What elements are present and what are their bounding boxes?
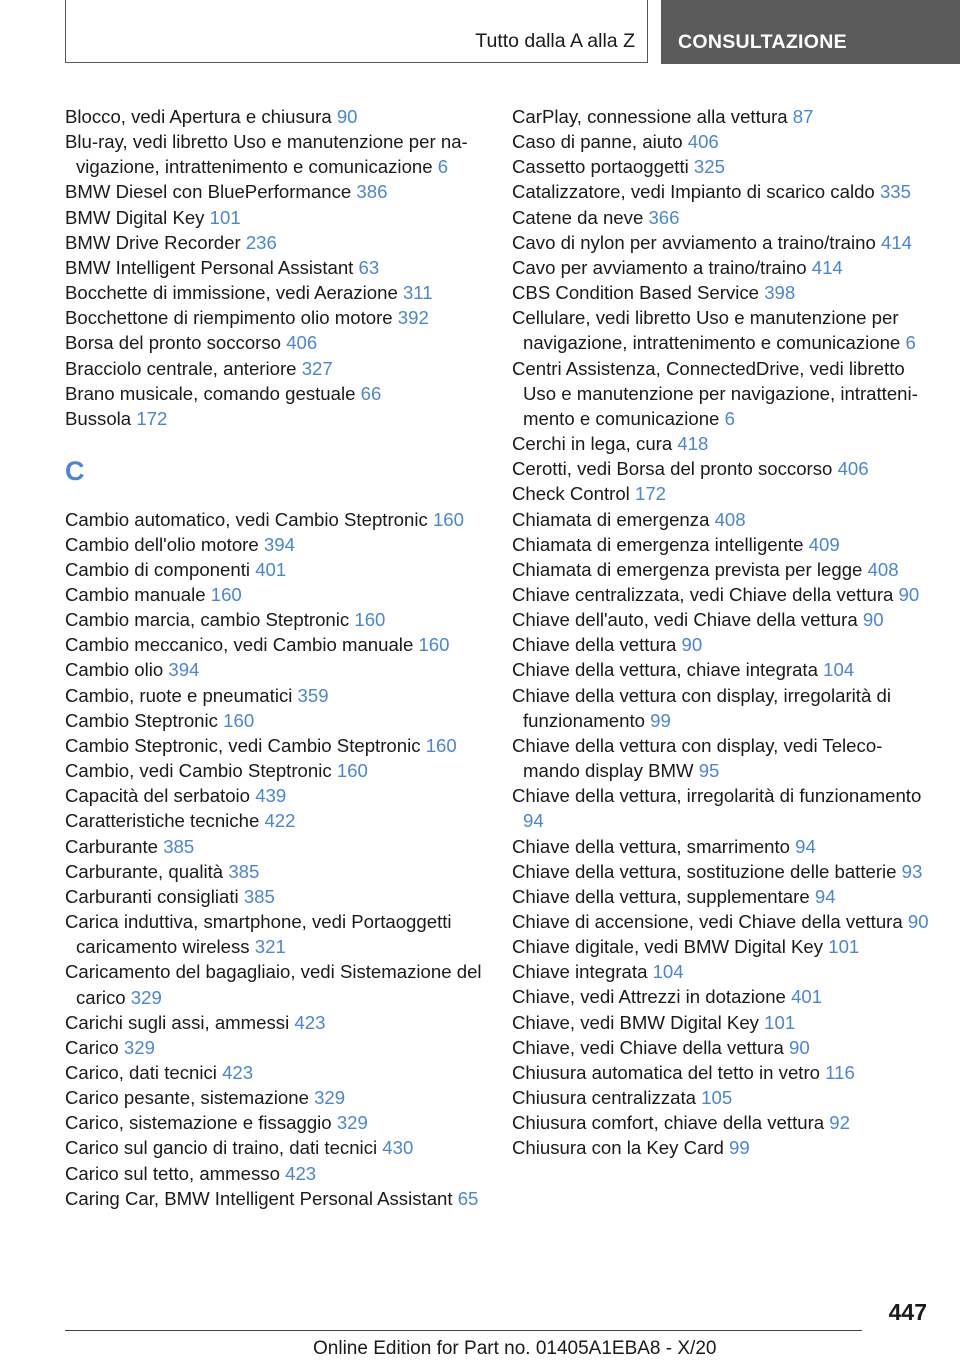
- index-entry-text: Chiave centralizzata, vedi Chiave della vettura: [512, 583, 894, 605]
- page-reference-link[interactable]: 385: [163, 835, 195, 857]
- index-entry-text: Caricamento del bagagliaio, vedi Sistemazione del carico: [65, 961, 482, 1008]
- index-entry: [65, 356, 485, 381]
- page-reference-link[interactable]: 406: [837, 458, 869, 480]
- index-entry: [65, 305, 485, 330]
- index-entry: [65, 1135, 485, 1160]
- index-entry-text: Bocchette di immissione, vedi Aerazione: [65, 282, 398, 304]
- index-entry-text: Cambio di componenti: [65, 558, 251, 580]
- index-entry: [512, 507, 932, 532]
- index-entry-text: Chiusura comfort, chiave della vettura: [512, 1112, 825, 1134]
- index-entry-text: Carburanti consigliati: [65, 885, 239, 907]
- page-reference-link[interactable]: 101: [209, 206, 241, 228]
- index-entry-text: Carica induttiva, smartphone, vedi Portaoggetti caricamento wireless: [65, 911, 452, 958]
- index-entry-text: Chiave di accensione, vedi Chiave della vettura: [512, 911, 903, 932]
- index-entry-text: Cambio, ruote e pneumatici: [65, 684, 293, 706]
- index-entry-text: Chiave dell'auto, vedi Chiave della vettura: [512, 609, 858, 631]
- index-entry: [65, 1010, 485, 1035]
- page-reference-link[interactable]: 172: [136, 407, 168, 429]
- index-entry: [512, 884, 932, 909]
- index-entry: [512, 1060, 932, 1085]
- index-entry: [65, 104, 485, 129]
- index-entry: [65, 1186, 485, 1211]
- page-reference-link[interactable]: 430: [382, 1137, 414, 1159]
- page-reference-link[interactable]: 6: [437, 156, 449, 178]
- page-reference-link[interactable]: 87: [792, 106, 814, 127]
- page-header: [65, 0, 960, 64]
- index-entry-text: Blocco, vedi Apertura e chiusura: [65, 106, 332, 127]
- index-entry-text: Chiave della vettura con display, vedi Telecomando display BMW: [512, 734, 883, 782]
- page-reference-link[interactable]: 394: [168, 659, 200, 681]
- index-entry: [512, 783, 932, 833]
- index-entry-text: Chiave della vettura, sostituzione delle batterie: [512, 860, 897, 882]
- index-entry-text: Chiusura centralizzata: [512, 1087, 696, 1109]
- index-entry-text: Bocchettone di riempimento olio motore: [65, 307, 393, 329]
- index-entry: [512, 481, 932, 506]
- page-reference-link[interactable]: 65: [457, 1187, 479, 1209]
- index-entry: [65, 406, 485, 431]
- index-entry: [512, 154, 932, 179]
- page-reference-link[interactable]: 414: [881, 231, 913, 253]
- index-entry-text: Carburante: [65, 835, 159, 857]
- index-entry-text: Chiave, vedi BMW Digital Key: [512, 1011, 759, 1033]
- index-entry-text: Blu-ray, vedi libretto Uso e manutenzione per navigazione, intrattenimento e comunicazione: [65, 131, 468, 178]
- index-entry: [65, 230, 485, 255]
- page-reference-link[interactable]: 104: [823, 659, 855, 681]
- index-entry-text: Carburante, qualità: [65, 860, 224, 882]
- page-reference-link[interactable]: 311: [402, 282, 433, 304]
- page-reference-link[interactable]: 423: [222, 1061, 254, 1083]
- index-entry-text: Carico sul tetto, ammesso: [65, 1162, 280, 1184]
- index-entry-text: Chiave della vettura: [512, 634, 677, 656]
- index-entry-text: Carico: [65, 1036, 119, 1058]
- index-entry: [65, 783, 485, 808]
- index-entry: [65, 179, 485, 204]
- index-entry: [65, 532, 485, 557]
- index-entry-text: Cassetto portaoggetti: [512, 156, 689, 178]
- index-entry-text: Cerchi in lega, cura: [512, 433, 673, 455]
- index-entry: [65, 280, 485, 305]
- index-entry: [65, 1060, 485, 1085]
- footer-divider: [65, 1330, 862, 1331]
- index-entry-text: Borsa del pronto soccorso: [65, 332, 282, 354]
- index-entry: [65, 1110, 485, 1135]
- index-entry: [512, 1035, 932, 1060]
- index-entry: [512, 1110, 932, 1135]
- page-reference-link[interactable]: 90: [336, 106, 358, 127]
- index-entry-text: CarPlay, connessione alla vettura: [512, 106, 788, 127]
- index-entry: [65, 657, 485, 682]
- chapter-tab: [661, 0, 960, 64]
- index-entry: [65, 909, 485, 959]
- index-entry-text: Cavo per avviamento a traino/traino: [512, 256, 807, 278]
- index-entry: [65, 1161, 485, 1186]
- chapter-label: CONSULTAZIONE: [678, 31, 847, 53]
- index-entry-text: Cambio dell'olio motore: [65, 533, 259, 555]
- index-entry: [65, 859, 485, 884]
- index-entry: [65, 381, 485, 406]
- page-reference-link[interactable]: 66: [360, 382, 382, 404]
- index-entry: [512, 104, 932, 129]
- index-entry: [512, 834, 932, 859]
- index-entry-text: Catene da neve: [512, 206, 644, 228]
- index-entry-text: Cambio automatico, vedi Cambio Steptronic: [65, 508, 428, 530]
- page-reference-link[interactable]: 401: [255, 558, 287, 580]
- section-letter: C: [65, 456, 85, 487]
- page-reference-link[interactable]: 104: [652, 961, 684, 983]
- index-entry-text: Chiave, vedi Chiave della vettura: [512, 1036, 784, 1058]
- page-reference-link[interactable]: 99: [729, 1137, 750, 1159]
- index-entry: [512, 859, 932, 884]
- page-reference-link[interactable]: 90: [862, 609, 884, 631]
- page-reference-link[interactable]: 321: [254, 936, 286, 958]
- page-reference-link[interactable]: 105: [701, 1087, 733, 1109]
- index-entry: [512, 129, 932, 154]
- index-entry: [65, 758, 485, 783]
- page-reference-link[interactable]: 394: [263, 533, 295, 555]
- index-entry: [512, 959, 932, 984]
- index-entry-text: Caring Car, BMW Intelligent Personal Assistant: [65, 1187, 453, 1209]
- page-reference-link[interactable]: 90: [907, 911, 929, 932]
- index-entry: [512, 456, 932, 481]
- index-entry-text: BMW Intelligent Personal Assistant: [65, 256, 354, 278]
- page-reference-link[interactable]: 406: [286, 332, 318, 354]
- index-entry-text: Chiave della vettura, chiave integrata: [512, 659, 818, 681]
- index-entry-text: BMW Digital Key: [65, 206, 205, 228]
- index-entry: [65, 1085, 485, 1110]
- index-entry-text: BMW Drive Recorder: [65, 231, 241, 253]
- index-entry-text: Cambio Steptronic, vedi Cambio Steptronic: [65, 734, 421, 756]
- index-entry-text: Chiave integrata: [512, 961, 648, 983]
- page-reference-link[interactable]: 422: [264, 810, 296, 832]
- index-entry: [65, 255, 485, 280]
- page-reference-link[interactable]: 392: [397, 307, 429, 329]
- index-entry: [65, 632, 485, 657]
- index-entry: [512, 205, 932, 230]
- index-entry: [512, 582, 932, 607]
- index-entry: [65, 959, 485, 1009]
- index-entry: [65, 683, 485, 708]
- index-entry-text: Chiave della vettura, smarrimento: [512, 835, 790, 857]
- page-reference-link[interactable]: 94: [814, 885, 836, 907]
- index-entry-text: Chiamata di emergenza prevista per legge: [512, 558, 863, 580]
- page-reference-link[interactable]: 160: [223, 709, 255, 731]
- index-entry: [512, 1085, 932, 1110]
- page-reference-link[interactable]: 423: [294, 1011, 326, 1033]
- index-entry-text: Cavo di nylon per avviamento a traino/traino: [512, 231, 876, 253]
- page-reference-link[interactable]: 406: [687, 131, 719, 153]
- index-entry-text: Carico sul gancio di traino, dati tecnici: [65, 1137, 378, 1159]
- index-entry: [65, 708, 485, 733]
- page-reference-link[interactable]: 95: [698, 760, 720, 782]
- page-reference-link[interactable]: 418: [677, 433, 709, 455]
- page-reference-link[interactable]: 327: [301, 357, 333, 379]
- index-entry-text: Centri Assistenza, ConnectedDrive, vedi libretto Uso e manutenzione per navigazione, intrattenimento e comunicazione: [512, 357, 918, 429]
- footer-edition: Online Edition for Part no. 01405A1EBA8 - X/20: [313, 1338, 717, 1359]
- index-entry-text: Chiave della vettura, irregolarità di funzionamento: [512, 785, 922, 807]
- page-reference-link[interactable]: 90: [681, 634, 703, 656]
- index-entry-text: Cambio olio: [65, 659, 164, 681]
- page-reference-link[interactable]: 329: [336, 1112, 368, 1134]
- page-reference-link[interactable]: 160: [336, 760, 368, 782]
- index-entry-text: Bracciolo centrale, anteriore: [65, 357, 297, 379]
- index-entry: [512, 255, 932, 280]
- index-entry-text: Carichi sugli assi, ammessi: [65, 1011, 290, 1033]
- index-entry-text: Chiusura automatica del tetto in vetro: [512, 1061, 820, 1083]
- index-entry: [512, 1135, 932, 1160]
- page-reference-link[interactable]: 101: [828, 936, 860, 958]
- page-reference-link[interactable]: 385: [228, 860, 260, 882]
- index-entry: [512, 305, 932, 355]
- page-reference-link[interactable]: 366: [648, 206, 680, 228]
- index-entry: [512, 557, 932, 582]
- page-number: 447: [888, 1299, 927, 1325]
- page-reference-link[interactable]: 439: [255, 785, 287, 807]
- index-entry: [65, 808, 485, 833]
- page-reference-link[interactable]: 408: [867, 558, 899, 580]
- index-entry: [512, 683, 932, 733]
- index-column-right: [512, 104, 932, 1161]
- index-entry-text: Chiave, vedi Attrezzi in dotazione: [512, 986, 786, 1008]
- page-reference-link[interactable]: 329: [123, 1036, 155, 1058]
- page-reference-link[interactable]: 414: [811, 256, 843, 278]
- page-reference-link[interactable]: 93: [901, 860, 923, 882]
- page-reference-link[interactable]: 6: [724, 407, 735, 429]
- index-entry-text: Chiave della vettura con display, irregolarità di funzionamento: [512, 684, 891, 731]
- index-entry-text: Cambio, vedi Cambio Steptronic: [65, 760, 332, 782]
- index-entry: [512, 909, 932, 934]
- index-entry-text: Cambio manuale: [65, 584, 206, 605]
- section-title-box: [65, 0, 648, 63]
- page-reference-link[interactable]: 101: [764, 1011, 796, 1033]
- page-reference-link[interactable]: 160: [354, 609, 386, 631]
- index-entry: [512, 356, 932, 431]
- index-entry-text: Carico pesante, sistemazione: [65, 1087, 309, 1109]
- page-reference-link[interactable]: 90: [898, 583, 920, 605]
- page-reference-link[interactable]: 92: [829, 1112, 850, 1134]
- index-entry-text: Caso di panne, aiuto: [512, 131, 683, 153]
- index-entry-text: Cambio marcia, cambio Steptronic: [65, 609, 350, 631]
- page-reference-link[interactable]: 172: [634, 483, 667, 505]
- page-reference-link[interactable]: 423: [285, 1162, 317, 1184]
- index-entry-text: Carico, dati tecnici: [65, 1061, 217, 1083]
- page-reference-link[interactable]: 160: [210, 584, 242, 605]
- index-entry-text: Chiave digitale, vedi BMW Digital Key: [512, 936, 824, 958]
- index-entry: [512, 532, 932, 557]
- page-reference-link[interactable]: 6: [905, 332, 916, 354]
- index-entry-text: Cerotti, vedi Borsa del pronto soccorso: [512, 458, 833, 480]
- index-entry-text: Check Control: [512, 483, 630, 505]
- index-entry: [512, 657, 932, 682]
- page-reference-link[interactable]: 329: [130, 986, 162, 1008]
- section-title: Tutto dalla A alla Z: [475, 30, 635, 52]
- index-entry: [512, 431, 932, 456]
- page-reference-link[interactable]: 398: [764, 282, 796, 304]
- page-reference-link[interactable]: 160: [432, 508, 464, 530]
- page-reference-link[interactable]: 409: [808, 533, 840, 555]
- page-reference-link[interactable]: 329: [314, 1087, 346, 1109]
- index-entry-text: Chiusura con la Key Card: [512, 1137, 724, 1159]
- index-entry: [65, 129, 485, 179]
- index-entry: [65, 607, 485, 632]
- page-reference-link[interactable]: 160: [425, 734, 457, 756]
- index-entry: [512, 179, 932, 204]
- index-entry-text: BMW Diesel con BluePerformance: [65, 181, 352, 203]
- page-reference-link[interactable]: 325: [693, 156, 725, 178]
- page-reference-link[interactable]: 99: [650, 709, 671, 731]
- index-entry-text: Chiave della vettura, supplementare: [512, 885, 810, 907]
- page-reference-link[interactable]: 386: [356, 181, 388, 203]
- page-reference-link[interactable]: 359: [297, 684, 329, 706]
- page-reference-link[interactable]: 116: [825, 1061, 855, 1083]
- index-entry: [512, 733, 932, 783]
- page-reference-link[interactable]: 236: [245, 231, 277, 253]
- page-reference-link[interactable]: 335: [879, 181, 911, 203]
- index-entry: [512, 230, 932, 255]
- page-reference-link[interactable]: 63: [358, 256, 380, 278]
- page-reference-link[interactable]: 90: [789, 1036, 810, 1058]
- index-entry-text: Carico, sistemazione e fissaggio: [65, 1112, 332, 1134]
- index-entry: [65, 582, 485, 607]
- page-reference-link[interactable]: 401: [791, 986, 823, 1008]
- index-entry-text: CBS Condition Based Service: [512, 282, 760, 304]
- index-entry: [512, 280, 932, 305]
- page-reference-link[interactable]: 160: [418, 634, 450, 656]
- index-entry: [512, 1010, 932, 1035]
- page-reference-link[interactable]: 94: [795, 835, 816, 857]
- index-entry-text: Cambio Steptronic: [65, 709, 218, 731]
- index-entry-text: Capacità del serbatoio: [65, 785, 251, 807]
- index-entry: [65, 1035, 485, 1060]
- index-entry: [65, 557, 485, 582]
- index-entry: [65, 330, 485, 355]
- index-entry-text: Chiamata di emergenza intelligente: [512, 533, 804, 555]
- index-entry-text: Bussola: [65, 407, 132, 429]
- index-entry-text: Brano musicale, comando gestuale: [65, 382, 356, 404]
- index-column-left: [65, 104, 485, 1211]
- index-entry-text: Chiamata di emergenza: [512, 508, 710, 530]
- index-entry: [65, 507, 485, 532]
- index-entry: [65, 834, 485, 859]
- index-entry: [512, 607, 932, 632]
- index-entry-text: Catalizzatore, vedi Impianto di scarico caldo: [512, 181, 875, 203]
- index-entry: [512, 984, 932, 1009]
- index-entry: [65, 205, 485, 230]
- index-entry: [65, 884, 485, 909]
- index-entry-text: Cambio meccanico, vedi Cambio manuale: [65, 634, 414, 656]
- index-entry-text: Caratteristiche tecniche: [65, 810, 260, 832]
- page-reference-link[interactable]: 408: [714, 508, 746, 530]
- index-entry: [512, 632, 932, 657]
- page-reference-link[interactable]: 94: [523, 810, 544, 832]
- index-entry: [65, 733, 485, 758]
- index-entry: [512, 934, 932, 959]
- index-entry-text: Cellulare, vedi libretto Uso e manutenzione per navigazione, intrattenimento e comunicazione: [512, 307, 901, 354]
- page-reference-link[interactable]: 385: [243, 885, 275, 907]
